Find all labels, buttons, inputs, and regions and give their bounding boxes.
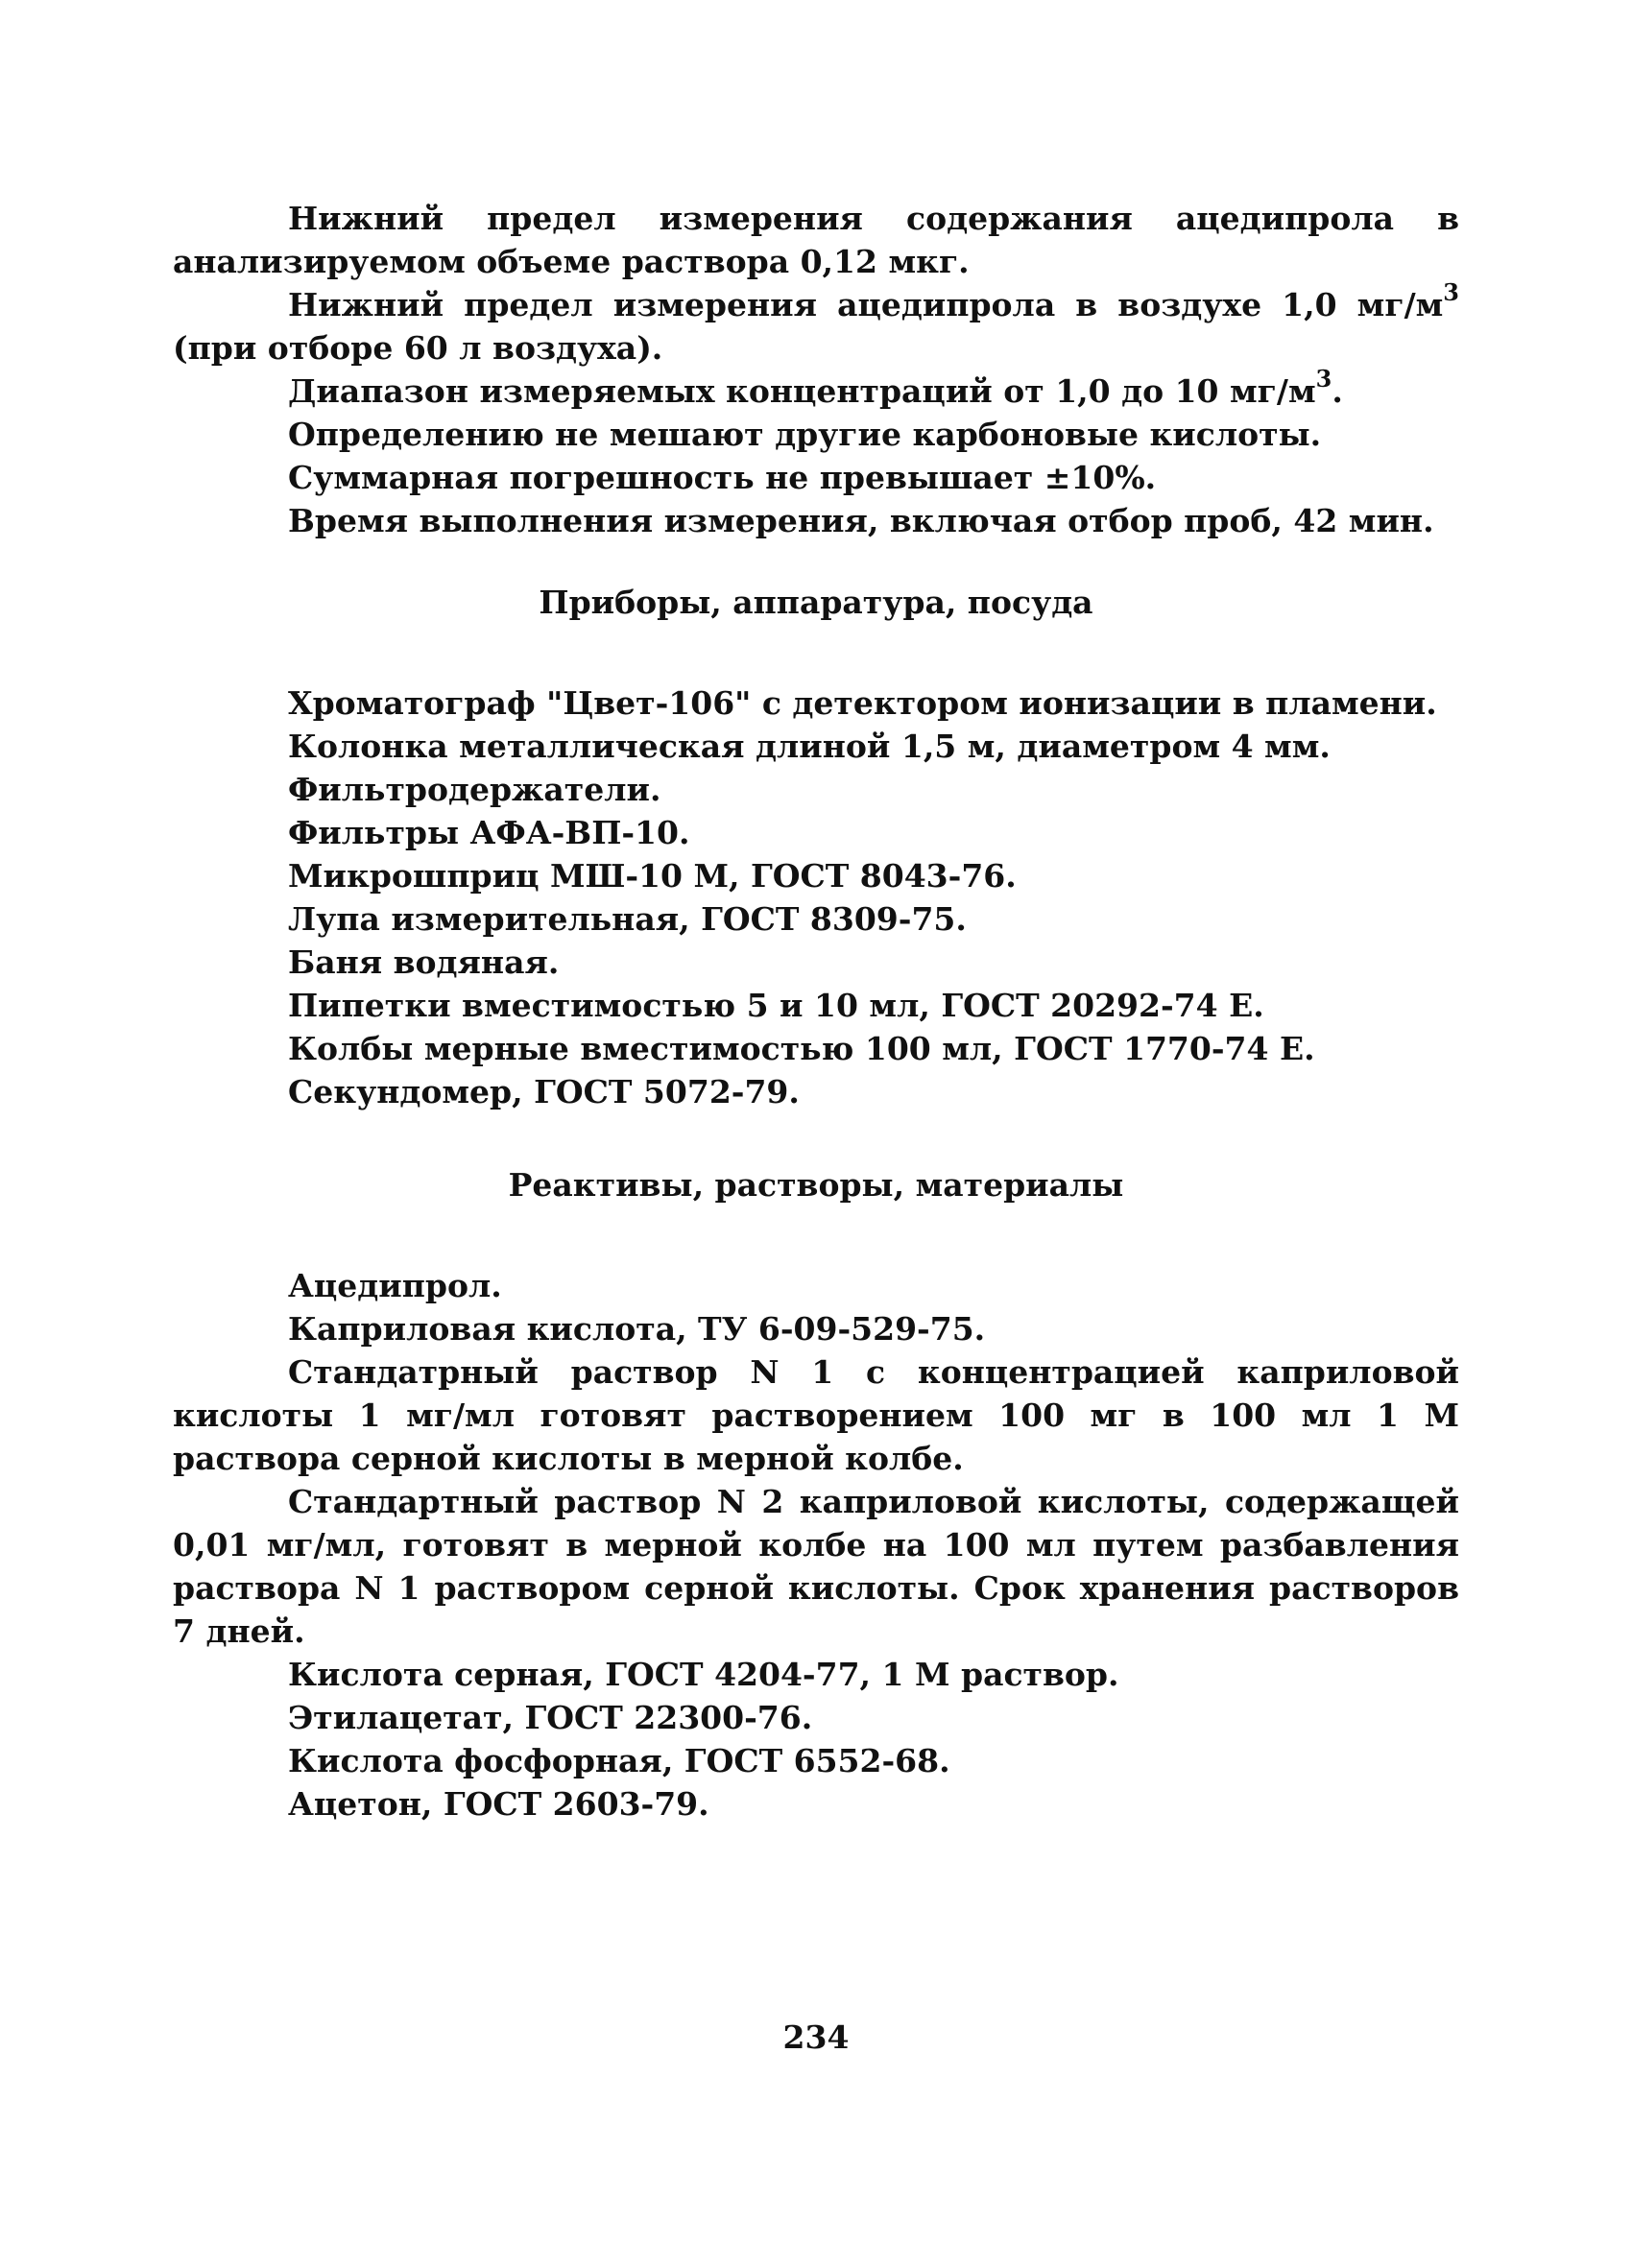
paragraph-error: Суммарная погрешность не превышает ±10%. xyxy=(288,459,1157,496)
reagents-list xyxy=(173,1264,1459,1826)
list-item: Фильтродержатели. xyxy=(288,771,661,808)
list-item: Фильтры АФА-ВП-10. xyxy=(288,814,690,851)
concentration-range-superscript: 3 xyxy=(1315,365,1332,393)
concentration-range-tail: . xyxy=(1332,372,1343,410)
list-item: Кислота серная, ГОСТ 4204-77, 1 М раствор. xyxy=(288,1656,1119,1693)
section-heading-reagents: Реактивы, растворы, материалы xyxy=(508,1166,1124,1204)
paragraph-duration: Время выполнения измерения, включая отбор проб, 42 мин. xyxy=(288,502,1434,539)
concentration-range-text: Диапазон измеряемых концентраций от 1,0 до 10 мг/м xyxy=(288,372,1316,410)
list-item: Колонка металлическая длиной 1,5 м, диаметром 4 мм. xyxy=(288,728,1331,765)
list-item: Кислота фосфорная, ГОСТ 6552-68. xyxy=(288,1742,950,1779)
paragraph-concentration-range xyxy=(173,365,1459,413)
paragraph-interference: Определению не мешают другие карбоновые кислоты. xyxy=(288,416,1322,453)
page-number: 234 xyxy=(782,2018,850,2056)
lower-limit-air-superscript: 3 xyxy=(1443,278,1459,306)
paragraph-standard-solution-1: Стандатрный раствор N 1 с концентрацией каприловой кислоты 1 мг/мл готовят растворением 100 мг в 100 мл 1 М раствора серной кислоты в мерной колбе. xyxy=(173,1353,1459,1477)
instruments-list xyxy=(173,681,1459,1113)
section-heading-instruments: Приборы, аппаратура, посуда xyxy=(539,584,1093,621)
list-item: Ацедипрол. xyxy=(288,1267,502,1304)
lower-limit-air-text: Нижний предел измерения ацедипрола в воздухе 1,0 мг/м xyxy=(288,286,1444,323)
list-item: Этилацетат, ГОСТ 22300-76. xyxy=(288,1699,813,1736)
paragraph-lower-limit-air xyxy=(173,278,1459,370)
list-item: Пипетки вместимостью 5 и 10 мл, ГОСТ 20292-74 Е. xyxy=(288,987,1264,1024)
list-item: Лупа измерительная, ГОСТ 8309-75. xyxy=(288,900,967,938)
list-item: Хроматограф "Цвет-106" с детектором ионизации в пламени. xyxy=(288,684,1437,722)
list-item: Ацетон, ГОСТ 2603-79. xyxy=(288,1785,709,1823)
list-item: Колбы мерные вместимостью 100 мл, ГОСТ 1770-74 Е. xyxy=(288,1030,1315,1067)
paragraph-lower-limit-solution: Нижний предел измерения содержания ацедипрола в анализируемом объеме раствора 0,12 мкг. xyxy=(173,200,1459,280)
list-item: Баня водяная. xyxy=(288,943,560,981)
paragraph-standard-solution-2: Стандартный раствор N 2 каприловой кислоты, содержащей 0,01 мг/мл, готовят в мерной колбе на 100 мл путем разбавления раствора N 1 раствором серной кислоты. Срок хранения растворов 7 дней. xyxy=(173,1483,1459,1650)
list-item: Каприловая кислота, ТУ 6-09-529-75. xyxy=(288,1310,986,1348)
list-item: Секундомер, ГОСТ 5072-79. xyxy=(288,1073,800,1110)
list-item: Микрошприц МШ-10 М, ГОСТ 8043-76. xyxy=(288,857,1017,895)
document-page xyxy=(173,197,1459,1826)
lower-limit-air-tail: (при отборе 60 л воздуха). xyxy=(173,329,663,367)
